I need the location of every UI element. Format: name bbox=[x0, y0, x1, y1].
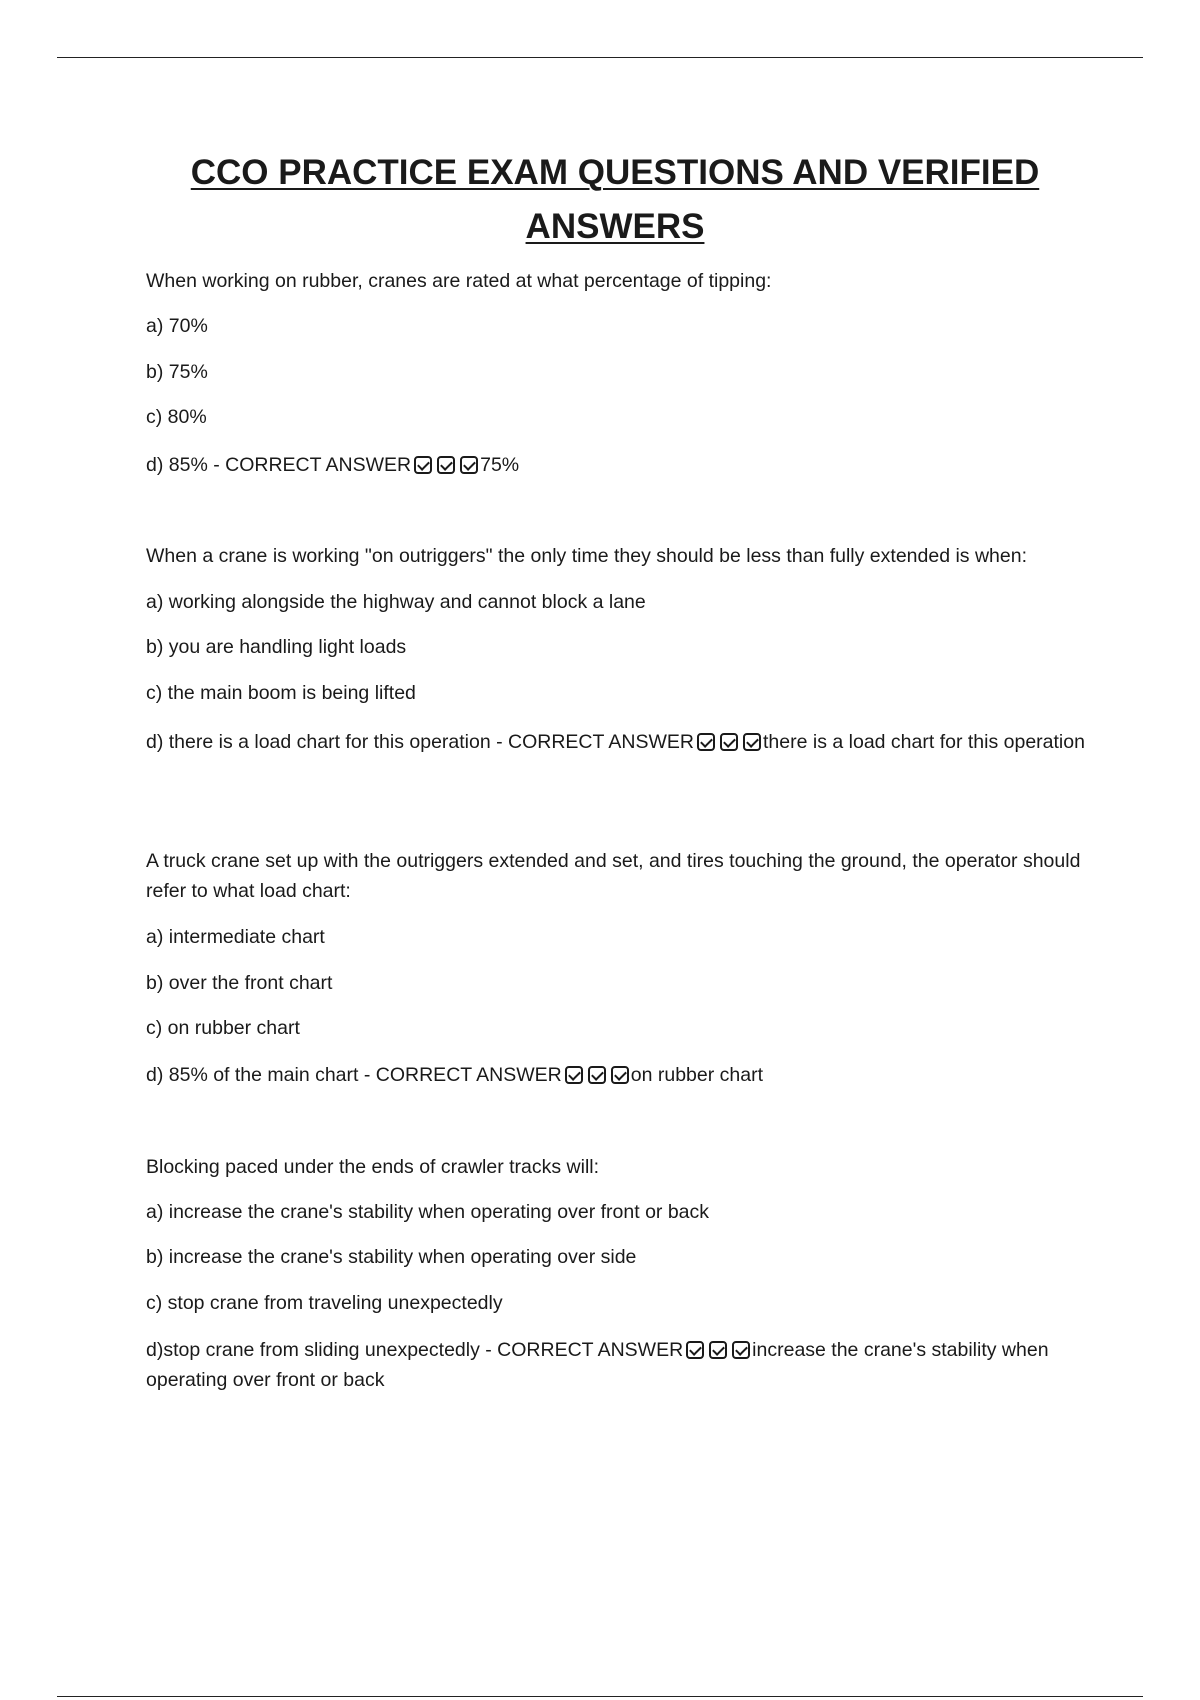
check-icon bbox=[460, 456, 478, 474]
question-4-option-b: b) increase the crane's stability when operating over side bbox=[146, 1246, 637, 1268]
check-icon bbox=[588, 1066, 606, 1084]
title-line-2: ANSWERS bbox=[525, 207, 705, 246]
question-3-option-d bbox=[146, 1060, 1096, 1090]
check-icons bbox=[683, 1339, 752, 1361]
top-rule bbox=[57, 57, 1143, 58]
question-3-option-c: c) on rubber chart bbox=[146, 1017, 300, 1039]
question-2-option-a: a) working alongside the highway and cannot block a lane bbox=[146, 591, 646, 613]
question-3-text: A truck crane set up with the outriggers extended and set, and tires touching the ground, the operator should refer to what load chart: bbox=[146, 850, 1081, 902]
question-1-option-d-label: d) 85% - CORRECT ANSWER bbox=[146, 454, 412, 476]
question-3-option-d-label: d) 85% of the main chart - CORRECT ANSWER bbox=[146, 1064, 562, 1086]
check-icon bbox=[565, 1066, 583, 1084]
question-3-answer: on rubber chart bbox=[630, 1064, 764, 1086]
question-1-option-b: b) 75% bbox=[146, 361, 208, 383]
check-icon bbox=[720, 733, 738, 751]
question-4-text: Blocking paced under the ends of crawler tracks will: bbox=[146, 1156, 600, 1178]
question-1-option-a: a) 70% bbox=[146, 315, 208, 337]
check-icon bbox=[697, 733, 715, 751]
question-1-option-d bbox=[146, 450, 1096, 480]
question-4-option-c: c) stop crane from traveling unexpectedly bbox=[146, 1292, 503, 1314]
bottom-rule bbox=[57, 1696, 1143, 1697]
question-3-option-a: a) intermediate chart bbox=[146, 926, 325, 948]
check-icons bbox=[694, 731, 763, 753]
check-icon bbox=[743, 733, 761, 751]
question-4-answer: increase the crane's stability when operating over front or back bbox=[146, 1339, 1049, 1391]
question-2-option-c: c) the main boom is being lifted bbox=[146, 682, 416, 704]
question-3-option-b: b) over the front chart bbox=[146, 972, 333, 994]
title-line-1: CCO PRACTICE EXAM QUESTIONS AND VERIFIED bbox=[190, 153, 1040, 192]
question-4-option-d bbox=[146, 1335, 1096, 1395]
question-1-answer: 75% bbox=[480, 454, 520, 476]
question-2-answer: there is a load chart for this operation bbox=[763, 731, 1085, 753]
question-4-option-a: a) increase the crane's stability when operating over front or back bbox=[146, 1201, 710, 1223]
check-icon bbox=[709, 1341, 727, 1359]
question-2-option-d-label: d) there is a load chart for this operation - CORRECT ANSWER bbox=[146, 731, 695, 753]
check-icon bbox=[732, 1341, 750, 1359]
check-icons bbox=[411, 454, 480, 476]
check-icons bbox=[562, 1064, 631, 1086]
check-icon bbox=[611, 1066, 629, 1084]
question-1-text: When working on rubber, cranes are rated at what percentage of tipping: bbox=[146, 270, 772, 292]
question-4-option-d-label: d)stop crane from sliding unexpectedly - CORRECT ANSWER bbox=[146, 1339, 684, 1361]
check-icon bbox=[414, 456, 432, 474]
question-2-text: When a crane is working "on outriggers" the only time they should be less than fully extended is when: bbox=[146, 545, 1027, 567]
check-icon bbox=[437, 456, 455, 474]
check-icon bbox=[686, 1341, 704, 1359]
question-1-option-c: c) 80% bbox=[146, 406, 207, 428]
question-2-option-b: b) you are handling light loads bbox=[146, 636, 407, 658]
question-2-option-d bbox=[146, 727, 1096, 757]
page-title bbox=[145, 146, 1085, 254]
